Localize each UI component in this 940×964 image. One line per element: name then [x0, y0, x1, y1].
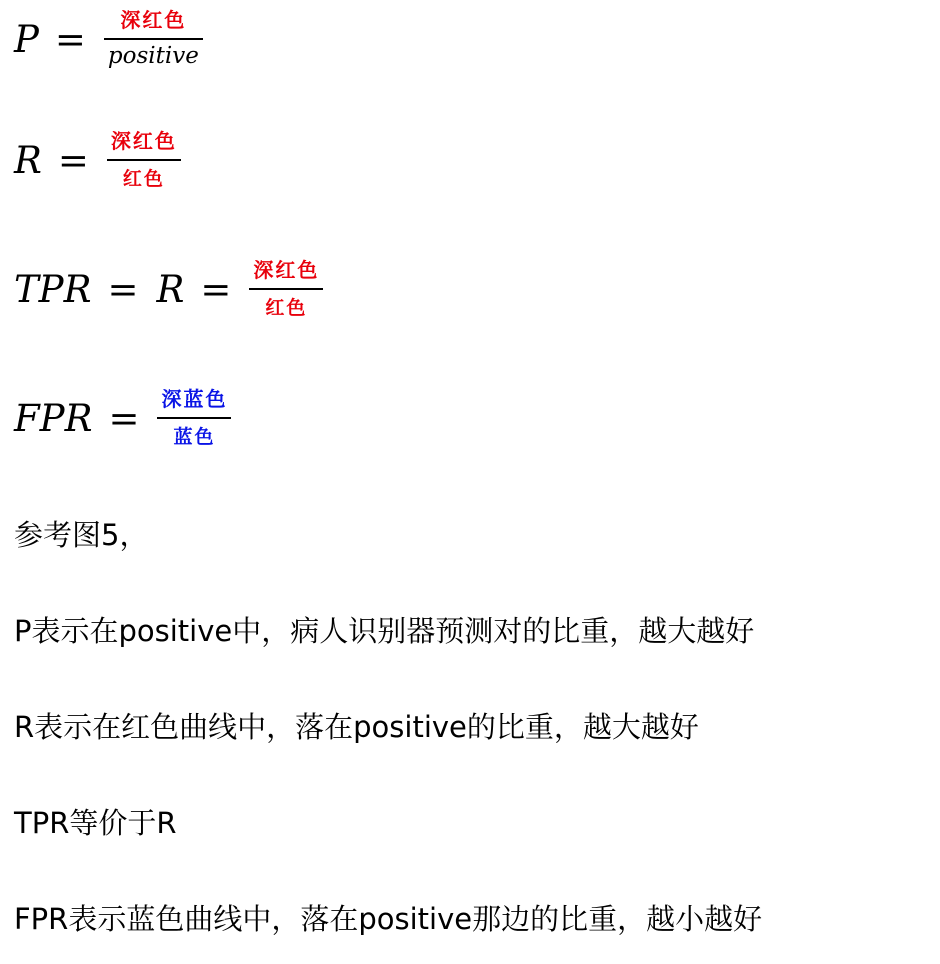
recall-description: R表示在红色曲线中，落在positive的比重，越大越好	[14, 710, 699, 744]
recall-denominator: 红色	[122, 168, 165, 190]
reference-text: 参考图5，	[14, 518, 149, 552]
recall-numerator: 深红色	[110, 129, 177, 153]
precision-fraction	[104, 10, 203, 68]
fpr-numerator: 深蓝色	[161, 387, 228, 411]
precision-description: P表示在positive中，病人识别器预测对的比重，越大越好	[14, 614, 755, 648]
fpr-description: FPR表示蓝色曲线中，落在positive那边的比重，越小越好	[14, 902, 763, 936]
recall-fraction	[107, 131, 181, 189]
tpr-denominator: 红色	[265, 297, 308, 319]
fpr-symbol: FPR	[14, 396, 93, 440]
recall-symbol: R	[14, 138, 42, 182]
tpr-fraction	[249, 260, 323, 318]
precision-denominator: positive	[107, 43, 199, 69]
formula-recall	[14, 131, 181, 189]
formula-fpr	[14, 389, 231, 447]
tpr-numerator: 深红色	[253, 258, 320, 282]
precision-symbol: P	[14, 17, 39, 61]
formula-tpr	[14, 260, 323, 318]
fpr-fraction	[157, 389, 231, 447]
equals-sign: =	[107, 267, 139, 311]
equals-sign: =	[57, 138, 89, 182]
equals-sign: =	[54, 17, 86, 61]
tpr-description: TPR等价于R	[14, 806, 177, 840]
fpr-denominator: 蓝色	[173, 426, 216, 448]
equals-sign: =	[200, 267, 232, 311]
recall-symbol: R	[156, 267, 185, 311]
precision-numerator: 深红色	[120, 8, 187, 32]
equals-sign: =	[108, 396, 140, 440]
tpr-symbol: TPR	[14, 267, 92, 311]
formula-precision	[14, 10, 203, 68]
